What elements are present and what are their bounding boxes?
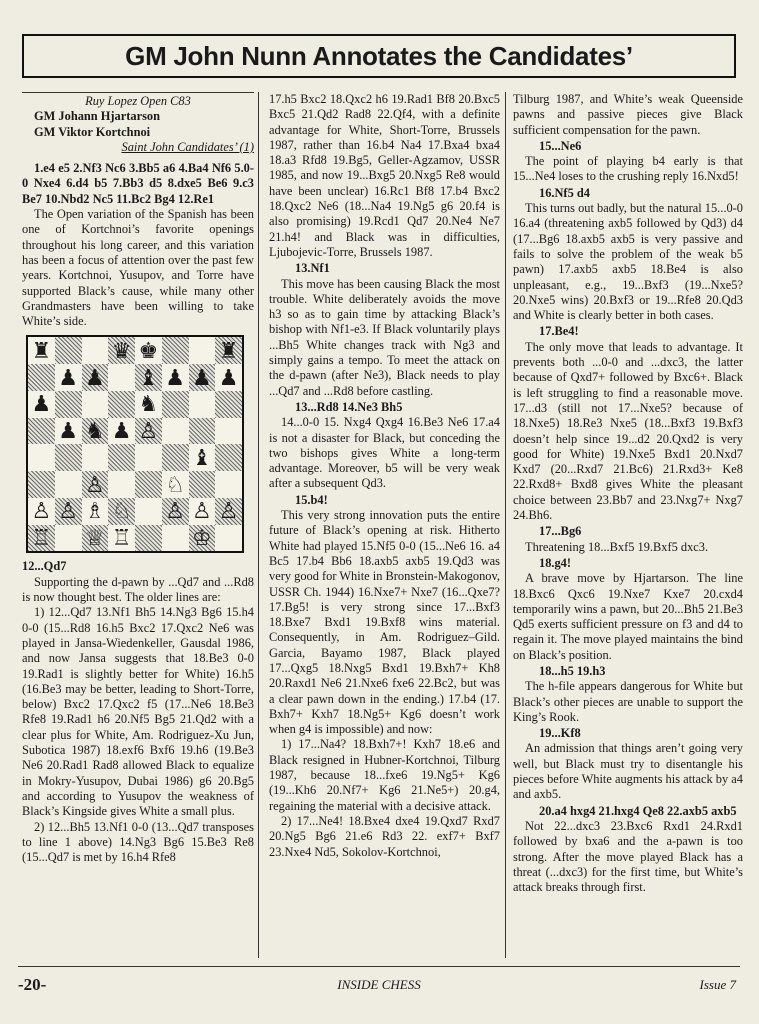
chess-piece-square: ♜ [215, 337, 242, 364]
column-3 [513, 92, 743, 895]
move-heading: 20.a4 hxg4 21.hxg4 Qe8 22.axb5 axb5 [539, 803, 737, 818]
chess-piece-square: ♝ [189, 444, 216, 471]
white-player: GM Johann Hjartarson [34, 109, 160, 124]
chess-square [82, 337, 109, 364]
chess-square [55, 391, 82, 418]
chess-square [28, 444, 55, 471]
paragraph: Tilburg 1987, and White’s weak Queenside pawns and passive pieces give Black sufficient compensation for the pawn. [513, 92, 743, 137]
chess-piece-square: ♙ [162, 498, 189, 525]
chess-square [108, 391, 135, 418]
move-heading: 18.g4! [539, 555, 572, 570]
chess-square [189, 391, 216, 418]
chess-piece-square: ♛ [108, 337, 135, 364]
chess-square [135, 498, 162, 525]
chess-square [215, 471, 242, 498]
chess-square [28, 364, 55, 391]
chess-square [162, 444, 189, 471]
chess-piece-square: ♖ [108, 525, 135, 552]
chess-piece-square: ♞ [135, 391, 162, 418]
page-footer [18, 966, 740, 997]
headline-box [22, 34, 736, 78]
chess-piece-square: ♘ [108, 498, 135, 525]
chess-square [135, 471, 162, 498]
paragraph: This very strong innovation puts the entire future of Black’s opening at risk. Hitherto White had played 15.Nf5 0-0 (15...Ne6 16. a4 Bc5 17.b4 Bb6 18.axb5 axb5 19.Qd3 was very good for White in Bronstein-Makogonov, USSR Ch. 1944) 16.Nxe7+ Nxe7 (16...Qxe7? 17.Bg5! is very strong since 17...Bxf3 18.Bxe7 Bxd1 19.Bxf8 wins material. Consequently, in Am. Rodriguez–Gild. Garcia, Bayamo 1987, Black played 17...Qxg5 18.Nxg5 Bxd1 19.Bxh7+ Kh8 20.Raxd1 Ne6 21.Nxe6 fxe6 22.Bc2, but was a clear pawn down in the ending.) 17.b4 (17. Bxh7+ Kxh7 18.Ng5+ Kg6 doesn’t work when g4 is impossible) and now: [269, 508, 500, 737]
chess-piece-square: ♟ [108, 418, 135, 445]
chess-square [162, 391, 189, 418]
paragraph: 1) 17...Na4? 18.Bxh7+! Kxh7 18.e6 and Black resigned in Hubner-Kortchnoi, Tilburg 1987, because 18...fxe6 19.Ng5+ Kg6 (19...Kh6 20.Nf7+ Kg6 21.Ne5+) 20.g4, regaining the material with a decisive attack. [269, 737, 500, 813]
move-heading: 18...h5 19.h3 [539, 663, 606, 678]
column-2 [269, 92, 500, 860]
event-name: Saint John Candidates’ (1) [121, 139, 254, 154]
chess-square [189, 471, 216, 498]
paragraph: This turns out badly, but the natural 15...0-0 16.a4 (threatening axb5 followed by Qd3) d4 (17...Bg6 18.axb5 axb5 is very passive and fails to solve the problem of the weak b5 pawn) 17.axb5 axb5 18.Be4 is also unpleasant, e.g., 19...Bxf3 (19...Nxe5? 20.Nxe5 wins) 20.Bxf3 or 19...Rfe8 20.Qd3 and White is clearly better in both cases. [513, 201, 743, 323]
paragraph: A brave move by Hjartarson. The line 18.Bxc6 Qxc6 19.Nxe7 Kxe7 20.cxd4 temporarily wins a pawn, but 20...Bh5 21.Be3 Qd5 exerts sufficient pressure on f3 and d4 to regain it. The move played maintains the bind on Black’s position. [513, 571, 743, 662]
chess-square [108, 471, 135, 498]
move-heading: 15...Ne6 [539, 138, 582, 153]
chess-square [108, 364, 135, 391]
chess-piece-square: ♟ [28, 391, 55, 418]
chess-piece-square: ♙ [28, 498, 55, 525]
page-number: -20- [18, 975, 47, 994]
move-heading: 13...Rd8 14.Ne3 Bh5 [295, 399, 403, 414]
chess-square [82, 391, 109, 418]
move-heading: 16.Nf5 d4 [539, 185, 590, 200]
column-divider [258, 92, 259, 958]
chess-piece-square: ♙ [55, 498, 82, 525]
paragraph: An admission that things aren’t going very well, but Black must try to disentangle his pieces before White augments his attack by a4 and axb5. [513, 741, 743, 802]
chess-square [162, 525, 189, 552]
magazine-name: INSIDE CHESS [337, 977, 421, 992]
paragraph: 2) 17...Ne4! 18.Bxe4 dxe4 19.Qxd7 Rxd7 20.Ng5 Bg6 21.e6 Rd3 22. exf7+ Bxf7 23.Nxe4 Nd5, Sokolov-Kortchnoi, [269, 813, 500, 859]
chess-square [215, 418, 242, 445]
paragraph: This move has been causing Black the most trouble. White deliberately avoids the move h3 so as to gain time by attacking Black’s bishop with Nf1-e3. If Black voluntarily plays ...Bh5 White changes track with Ng3 and simply gains a tempo. To meet the attack on the d-pawn (after Ne3), Black needs to play ...Qd7 and ...Rd8 before castling. [269, 276, 500, 398]
chess-square [82, 444, 109, 471]
chess-piece-square: ♟ [215, 364, 242, 391]
chess-piece-square: ♟ [189, 364, 216, 391]
chess-square [55, 337, 82, 364]
paragraph: The h-file appears dangerous for White but Black’s other pieces are unable to support the King’s Rook. [513, 679, 743, 724]
chess-piece-square: ♙ [82, 471, 109, 498]
chess-piece-square: ♟ [82, 364, 109, 391]
chess-square [28, 418, 55, 445]
chess-diagram [22, 335, 254, 553]
game-moves: 1.e4 e5 2.Nf3 Nc6 3.Bb5 a6 4.Ba4 Nf6 5.0-0 Nxe4 6.d4 b5 7.Bb3 d5 8.dxe5 Be6 9.c3 Be7 10.Nbd2 Nc5 11.Bc2 Bg4 12.Re1 [22, 161, 254, 206]
chess-piece-square: ♙ [215, 498, 242, 525]
column-1 [22, 92, 254, 865]
chess-square [108, 444, 135, 471]
chess-square [55, 525, 82, 552]
paragraph: 17.h5 Bxc2 18.Qxc2 h6 19.Rad1 Bf8 20.Bxc5 Bxc5 21.Qd2 Rad8 22.Qf4, with a definite advantage for White, Short-Torre, Brussels 1987, rather than 16.b4 Na4 17.Bxa4 bxa4 18.a3 Rfd8 19.Bg5, Geller-Agzamov, USSR 1985, and now 19...Bxg5 20.Nxg5 Re8 would have been unclear) 16.Rc1 Bf8 17.b4 Bxc2 18.Qxc2 Ne6 (18...Na4 19.Ng5 g6 20.f4 is also promising) 19.Rcd1 Qd7 20.Ne4 Ne7 21.h4! and Black was in difficulties, Ljubojevic-Torre, Brussels 1987. [269, 92, 500, 259]
chess-square [55, 444, 82, 471]
move-heading: 13.Nf1 [295, 261, 330, 276]
page-title: GM John Nunn Annotates the Candidates’ [125, 40, 633, 71]
chess-piece-square: ♖ [28, 525, 55, 552]
paragraph: The Open variation of the Spanish has been one of Kortchnoi’s favorite openings throughout his long career, and this variation has been a focus of attention over the past few years. Kortchnoi, Yusupov, and Torre have supported Black’s cause, while many other Grandmasters have been willing to take White’s side. [22, 207, 254, 329]
paragraph: Threatening 18...Bxf5 19.Bxf5 dxc3. [525, 539, 709, 554]
chess-square [215, 391, 242, 418]
paragraph: The only move that leads to advantage. It prevents both ...0-0 and ...dxc3, the latter because of Qxd7+ followed by Bxc6+. Black is left struggling to find a reasonable move. 17...d3 (still not 17...Nxe5? because of 18.Nxe5) 18.Re3 Nxe5 (18...Bxf3 19.Bxf3 doesn’t help since 19...d2 20.Qxd2 is very good for White) 19.Nxe5 Bxd1 20.Nxd7 Kxd7 (20...Rxd7 21.Bc6) 21.Rxd3+ Ke8 22.Rxd8+ Bxd8 gives White the pleasant choice between 23.Bb7 and 23.Nxg7+ Nxg7 24.Bh6. [513, 339, 743, 523]
paragraph: 1) 12...Qd7 13.Nf1 Bh5 14.Ng3 Bg6 15.h4 0-0 (15...Rd8 16.h5 Bxc2 17.Qxc2 Ne6 was played in Jansa-Wiedenkeller, Gausdal 1986, and now Jansa suggests that 18.Be3 0-0 19.Rad1 is slightly better for White) 16.h5 (16.Be3 may be better, leading to Short-Torre, below) Bxc2 17.Qxc2 f5 (17...Ne6 18.Be3 Rfe8 19.Rad1 h6 20.Nf5 Bg5 21.Qd2 with a clear plus for White, Am. Rodriguez-Xu Jun, Subotica 1987) 18.exf6 Bxf6 19.h6 (19.Be3 Ne6 20.Rad1 Rad8 allowed Black to equalize in Mokry-Yusupov, Dubai 1986) g6 20.Bg5 and according to Yusupov the weakness of Black’s Kingside gives White a small plus. [22, 605, 254, 819]
diagram-caption: 12...Qd7 [22, 559, 67, 574]
chess-piece-square: ♚ [135, 337, 162, 364]
chess-square [28, 471, 55, 498]
chess-square [162, 418, 189, 445]
chess-piece-square: ♟ [55, 364, 82, 391]
chess-square [135, 444, 162, 471]
chess-piece-square: ♟ [55, 418, 82, 445]
chess-board [26, 335, 244, 553]
paragraph: Supporting the d-pawn by ...Qd7 and ...Rd8 is now thought best. The older lines are: [22, 574, 254, 605]
paragraph: The point of playing b4 early is that 15...Ne4 loses to the crushing reply 16.Nxd5! [513, 154, 743, 184]
chess-piece-square: ♜ [28, 337, 55, 364]
chess-piece-square: ♔ [189, 525, 216, 552]
chess-square [215, 525, 242, 552]
black-player: GM Viktor Kortchnoi [34, 124, 151, 139]
chess-square [135, 525, 162, 552]
chess-piece-square: ♕ [82, 525, 109, 552]
paragraph: Not 22...dxc3 23.Bxc6 Rxd1 24.Rxd1 followed by bxa6 and the a-pawn is too strong. After the move played Black has a threat (...dxc3) for the first time, but White’s attack breaks through first. [513, 818, 743, 895]
paragraph: 14...0-0 15. Nxg4 Qxg4 16.Be3 Ne6 17.a4 is not a disaster for Black, but conceding the two bishops gives White a long-term advantage. Moreover, b5 will be very weak after a subsequent Qd3. [269, 415, 500, 491]
move-heading: 17...Bg6 [539, 524, 582, 539]
chess-piece-square: ♞ [82, 418, 109, 445]
move-heading: 15.b4! [295, 492, 328, 507]
issue-number: Issue 7 [699, 977, 736, 992]
chess-square [215, 444, 242, 471]
column-divider [505, 92, 506, 958]
move-heading: 17.Be4! [539, 324, 579, 339]
chess-square [189, 418, 216, 445]
opening-name: Ruy Lopez Open C83 [22, 92, 254, 109]
chess-square [162, 337, 189, 364]
chess-piece-square: ♗ [82, 498, 109, 525]
chess-square [55, 471, 82, 498]
chess-square [189, 337, 216, 364]
chess-piece-square: ♝ [135, 364, 162, 391]
chess-piece-square: ♙ [135, 418, 162, 445]
chess-piece-square: ♘ [162, 471, 189, 498]
move-heading: 19...Kf8 [539, 726, 581, 741]
paragraph: 2) 12...Bh5 13.Nf1 0-0 (13...Qd7 transposes to line 1 above) 14.Ng3 Bg6 15.Be3 Re8 (15...Qd7 is met by 16.h4 Rfe8 [22, 819, 254, 865]
chess-piece-square: ♙ [189, 498, 216, 525]
chess-piece-square: ♟ [162, 364, 189, 391]
